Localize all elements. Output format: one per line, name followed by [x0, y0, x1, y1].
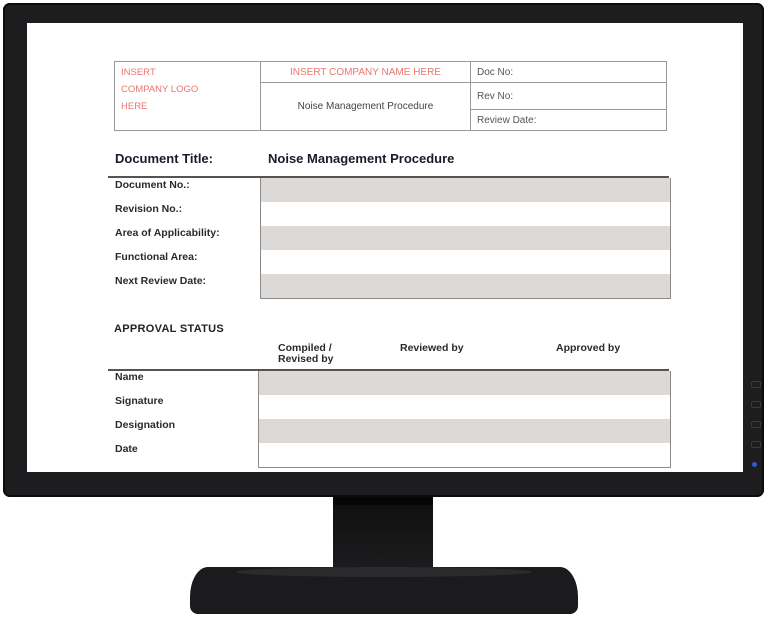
name-row-field[interactable] — [259, 371, 670, 395]
review-date-label: Review Date: — [471, 110, 667, 131]
monitor-button[interactable] — [751, 441, 761, 448]
monitor-neck-shadow — [333, 497, 433, 505]
logo-placeholder-line: COMPANY LOGO — [121, 84, 199, 95]
approved-by-header: Approved by — [556, 342, 621, 354]
designation-row-field[interactable] — [259, 419, 670, 443]
power-led-icon[interactable] — [752, 462, 757, 467]
logo-placeholder-line: INSERT — [121, 67, 156, 78]
compiled-revised-by-header — [278, 343, 333, 365]
rev-no-label: Rev No: — [471, 83, 667, 110]
approval-status-heading: APPROVAL STATUS — [114, 323, 225, 335]
name-row-label: Name — [115, 371, 144, 383]
signature-row-label: Signature — [115, 395, 164, 407]
document-no-label: Document No.: — [115, 179, 190, 191]
monitor-neck — [333, 497, 433, 570]
monitor-button[interactable] — [751, 401, 761, 408]
date-row-field[interactable] — [259, 443, 670, 467]
monitor-stand-plate — [236, 567, 532, 577]
procedure-name: Noise Management Procedure — [261, 83, 471, 131]
field-value-box — [260, 178, 671, 299]
area-of-applicability-field[interactable] — [261, 226, 670, 250]
monitor-button[interactable] — [751, 381, 761, 388]
reviewed-by-header: Reviewed by — [400, 342, 464, 354]
logo-placeholder — [115, 62, 261, 131]
column-header-line: Revised by — [278, 353, 334, 365]
designation-row-label: Designation — [115, 419, 176, 431]
date-row-label: Date — [115, 443, 138, 455]
column-header-line: Compiled / — [278, 342, 332, 354]
functional-area-field[interactable] — [261, 250, 670, 274]
revision-no-label: Revision No.: — [115, 203, 183, 215]
signature-row-field[interactable] — [259, 395, 670, 419]
revision-no-field[interactable] — [261, 202, 670, 226]
document-no-field[interactable] — [261, 178, 670, 202]
logo-placeholder-line: HERE — [121, 101, 148, 112]
approval-value-box — [258, 371, 671, 468]
monitor-button[interactable] — [751, 421, 761, 428]
company-name-placeholder: INSERT COMPANY NAME HERE — [261, 62, 471, 83]
next-review-date-label: Next Review Date: — [115, 275, 207, 287]
document-title-label: Document Title: — [115, 151, 213, 166]
document-title-value: Noise Management Procedure — [268, 151, 455, 166]
doc-no-label: Doc No: — [471, 62, 667, 83]
monitor-screen — [27, 23, 743, 472]
document-page — [27, 23, 743, 472]
next-review-date-field[interactable] — [261, 274, 670, 298]
area-of-applicability-label: Area of Applicability: — [115, 227, 220, 239]
header-table — [114, 61, 667, 131]
functional-area-label: Functional Area: — [115, 251, 198, 263]
